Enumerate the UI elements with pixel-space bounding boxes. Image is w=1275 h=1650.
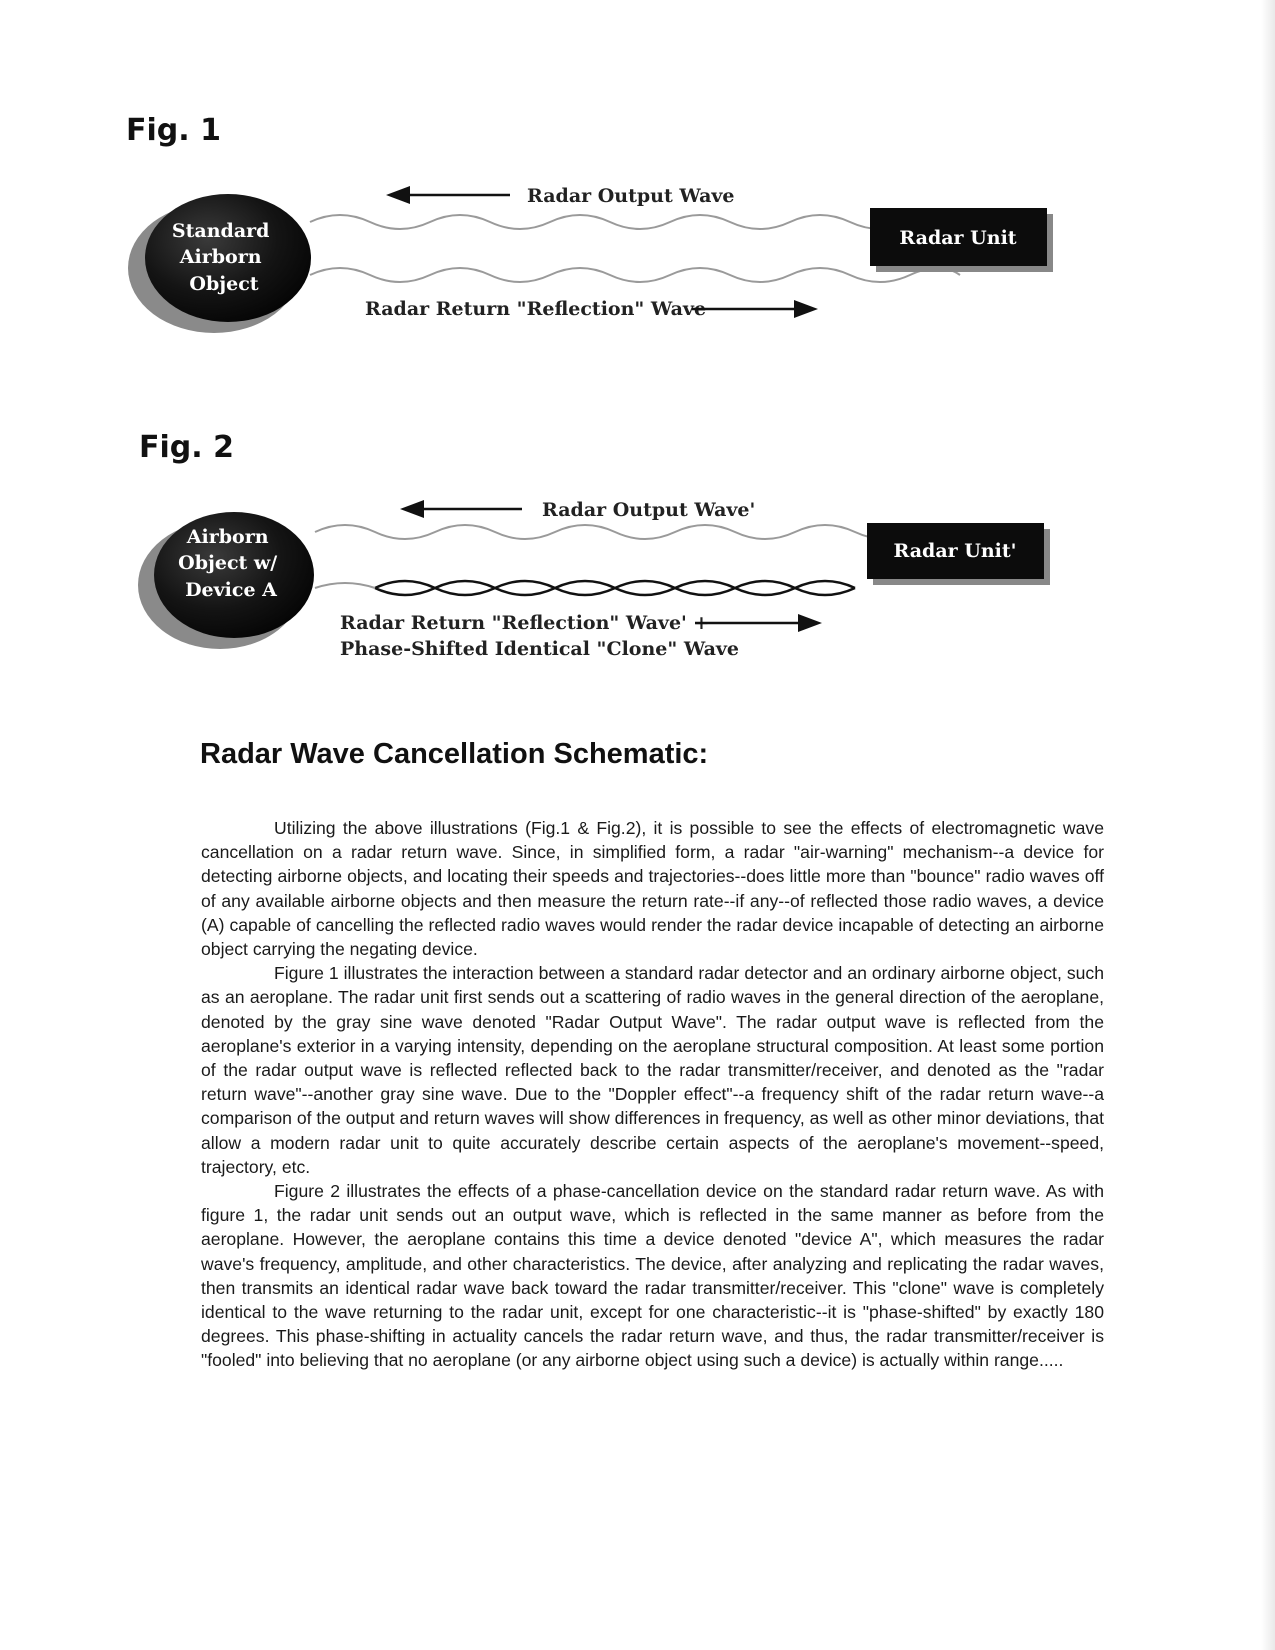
object-line-1: Standard (171, 220, 270, 242)
output-arrow-head-left (386, 186, 410, 204)
schematic-heading: Radar Wave Cancellation Schematic: (200, 738, 709, 770)
figure-2-label: Fig. 2 (139, 430, 234, 465)
object-line-2: Airborn (179, 246, 262, 268)
paragraph-1: Utilizing the above illustrations (Fig.1 & Fig.2), it is possible to see the effects of electromagnetic wave cancellation on a radar return wave. Since, in simplified form, a radar "air-warning" mechanism--a device for detecting airborne objects, and locating their speeds and trajectories--does little more than "bounce" radio waves off of any available airborne objects and then measure the return rate--if any--of reflected those radio waves, a device (A) capable of cancelling the reflected radio waves would render the radar device incapable of detecting an airborne object carrying the negating device. (201, 818, 1104, 960)
figure-1-diagram (0, 170, 1275, 350)
radar-unit-label: Radar Unit (899, 227, 1017, 249)
object-line-3: Object (189, 273, 259, 295)
output-wave-label: Radar Output Wave' (542, 499, 756, 521)
paragraph-3: Figure 2 illustrates the effects of a phase-cancellation device on the standard radar return wave. As with figure 1, the radar unit sends out an output wave, which is reflected in the same manner as before from the aeroplane. However, the aeroplane contains this time a device denoted "device A", which measures the radar wave's frequency, amplitude, and other characteristics. The device, after analyzing and replicating the radar waves, then transmits an identical radar wave back toward the radar transmitter/receiver. This "clone" wave is completely identical to the wave returning to the radar unit, except for one characteristic--it is "phase-shifted" by exactly 180 degrees. This phase-shifting in actuality cancels the radar return wave, and thus, the radar transmitter/receiver is "fooled" into believing that no aeroplane (or any airborne object using such a device) is actually within range..... (201, 1181, 1104, 1371)
radar-return-wave (310, 268, 960, 282)
output-wave-label: Radar Output Wave (527, 185, 735, 207)
body-text (201, 816, 1104, 1373)
figure-2-diagram (0, 480, 1275, 680)
paragraph-2: Figure 1 illustrates the interaction between a standard radar detector and an ordinary airborne object, such as an aeroplane. The radar unit first sends out a scattering of radio waves in the general direction of the aeroplane, denoted by the gray sine wave denoted "Radar Output Wave". The radar output wave is reflected from the aeroplane's exterior in a varying intensity, depending on the aeroplane structural composition. At least some portion of the radar output wave is reflected reflected back to the radar transmitter/receiver, and denoted as the "radar return wave"--another gray sine wave. Due to the "Doppler effect"--a frequency shift of the radar return wave--a comparison of the output and return waves will show differences in frequency, as well as other minor deviations, that allow a modern radar unit to quite accurately describe certain aspects of the aeroplane's movement--speed, trajectory, etc. (201, 963, 1104, 1177)
object-line-2: Object w/ (178, 552, 278, 574)
figure-1-label: Fig. 1 (126, 113, 221, 148)
return-arrow-head-right (794, 300, 818, 318)
incoming-return-wave-segment (315, 583, 375, 588)
return-wave-label-line-2: Phase-Shifted Identical "Clone" Wave (340, 638, 740, 660)
object-line-1: Airborn (186, 526, 269, 548)
return-wave-label-line-1: Radar Return "Reflection" Wave' + (340, 612, 710, 634)
output-arrow-head-left (400, 500, 424, 518)
return-arrow-head-right (798, 614, 822, 632)
radar-unit-label: Radar Unit' (893, 540, 1017, 562)
radar-output-wave (315, 525, 955, 539)
radar-output-wave (310, 215, 960, 229)
return-wave-label: Radar Return "Reflection" Wave (365, 298, 707, 320)
object-label (178, 526, 284, 601)
return-wave-label (340, 612, 739, 660)
object-line-3: Device A (185, 579, 277, 601)
